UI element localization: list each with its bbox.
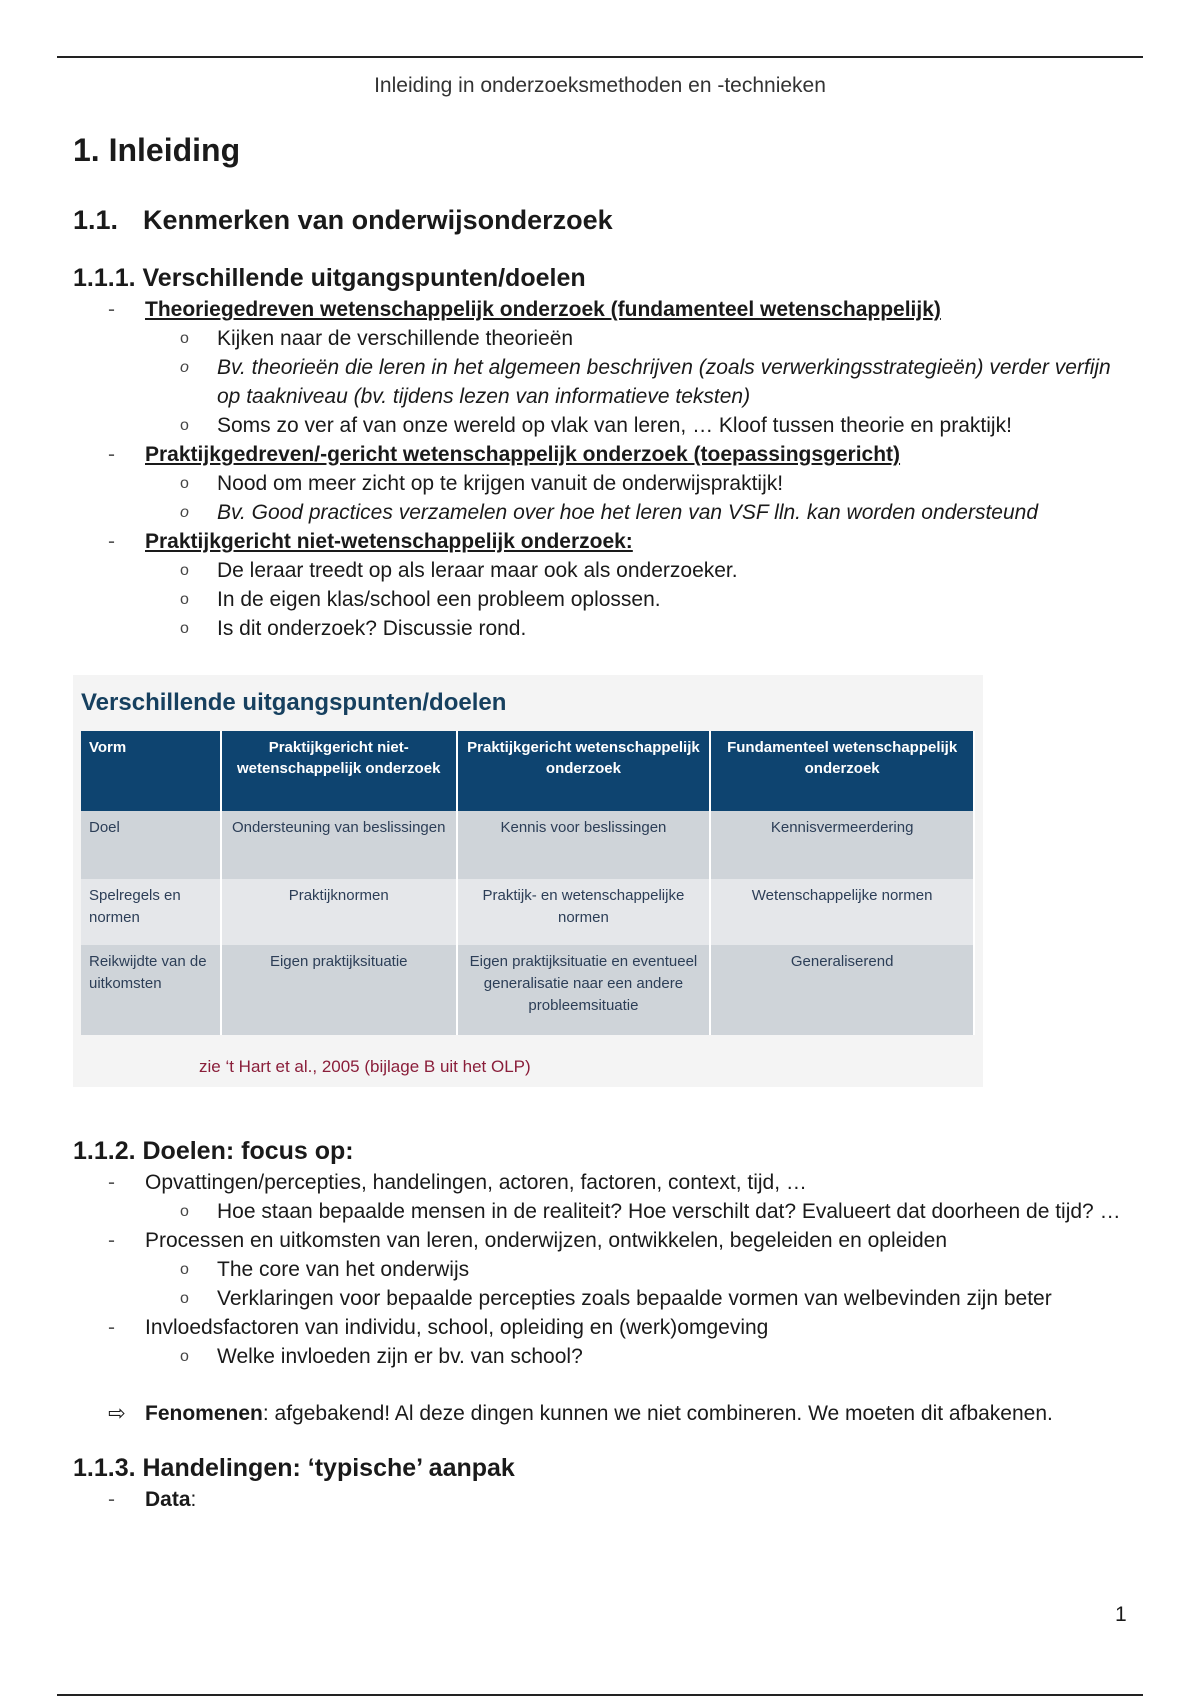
page-number: 1 xyxy=(1115,1603,1127,1626)
section-1-1-2-list xyxy=(108,1168,1133,1371)
embedded-slide xyxy=(73,675,983,1087)
table-cell: Ondersteuning van beslissingen xyxy=(221,811,457,879)
table-header-row xyxy=(81,731,974,811)
table-cell: Praktijk- en wetenschappelijke normen xyxy=(457,879,711,945)
sublist-item: o Verklaringen voor bepaalde percepties zoals bepaalde vormen van welbevinden zijn beter xyxy=(180,1284,1133,1313)
list-item-label: - Opvattingen/percepties, handelingen, actoren, factoren, context, tijd, … xyxy=(145,1171,807,1194)
arrow-right-icon: ⇨ xyxy=(108,1402,126,1425)
heading-1: 1. Inleiding xyxy=(73,132,241,168)
sublist-item: o Hoe staan bepaalde mensen in de realiteit? Hoe verschilt dat? Evalueert dat doorheen de tijd? … xyxy=(180,1197,1133,1226)
section-1-1-3-title: 1.1.3. Handelingen: ‘typische’ aanpak xyxy=(73,1454,515,1482)
table-cell: Reikwijdte van de uitkomsten xyxy=(81,945,221,1035)
sublist xyxy=(180,1255,1133,1313)
heading-2-title: Kenmerken van onderwijsonderzoek xyxy=(143,205,613,235)
table-header-cell: Vorm xyxy=(81,731,221,811)
list-item-label: - Processen en uitkomsten van leren, onderwijzen, ontwikkelen, begeleiden en opleiden xyxy=(145,1229,948,1252)
table-row xyxy=(81,879,974,945)
list-item-term: Data xyxy=(145,1488,191,1511)
table-row xyxy=(81,945,974,1035)
section-1-1-2-title: 1.1.2. Doelen: focus op: xyxy=(73,1137,354,1165)
list-item xyxy=(108,1226,1133,1313)
list-item-label: - Theoriegedreven wetenschappelijk onderzoek (fundamenteel wetenschappelijk) xyxy=(145,298,941,321)
table-cell: Kennisvermeerdering xyxy=(710,811,974,879)
table-cell: Eigen praktijksituatie xyxy=(221,945,457,1035)
header-rule xyxy=(57,56,1143,58)
sublist xyxy=(180,556,1133,643)
section-1-1-1-list xyxy=(108,295,1133,643)
list-item xyxy=(108,440,1133,527)
table-row xyxy=(81,811,974,879)
list-item xyxy=(108,1313,1133,1371)
list-item-suffix: : xyxy=(190,1488,197,1511)
list-item xyxy=(108,295,1133,440)
sublist-item: o Nood om meer zicht op te krijgen vanuit de onderwijspraktijk! xyxy=(180,469,1133,498)
table-cell: Eigen praktijksituatie en eventueel generalisatie naar een andere probleemsituatie xyxy=(457,945,711,1035)
sublist-item: o Bv. theorieën die leren in het algemeen beschrijven (zoals verwerkingsstrategieën) verder verfijn op taakniveau (bv. tijdens lezen van informatieve teksten) xyxy=(180,353,1133,411)
footer-rule xyxy=(57,1694,1143,1696)
list-item xyxy=(108,1168,1133,1226)
list-item xyxy=(108,1485,1133,1514)
sublist xyxy=(180,324,1133,440)
sublist-item: o Bv. Good practices verzamelen over hoe het leren van VSF lln. kan worden ondersteund xyxy=(180,498,1133,527)
section-1-1-1-title: 1.1.1. Verschillende uitgangspunten/doelen xyxy=(73,264,586,292)
table-header-cell: Praktijkgericht wetenschappelijk onderzoek xyxy=(457,731,711,811)
sublist xyxy=(180,1342,1133,1371)
slide-title: Verschillende uitgangspunten/doelen xyxy=(81,689,507,716)
running-header: Inleiding in onderzoeksmethoden en -technieken xyxy=(374,74,826,97)
conclusion-term: Fenomenen xyxy=(145,1402,263,1425)
table-cell: Praktijknormen xyxy=(221,879,457,945)
conclusion-text: : afgebakend! Al deze dingen kunnen we niet combineren. We moeten dit afbakenen. xyxy=(262,1402,1053,1425)
table-cell: Doel xyxy=(81,811,221,879)
table-header-cell: Fundamenteel wetenschappelijk onderzoek xyxy=(710,731,974,811)
table-cell: Wetenschappelijke normen xyxy=(710,879,974,945)
table-cell: Generaliserend xyxy=(710,945,974,1035)
sublist-item: o Soms zo ver af van onze wereld op vlak van leren, … Kloof tussen theorie en praktijk! xyxy=(180,411,1133,440)
list-item-label: - Invloedsfactoren van individu, school, opleiding en (werk)omgeving xyxy=(145,1316,769,1339)
page-content xyxy=(73,132,1133,1514)
sublist-item: o In de eigen klas/school een probleem oplossen. xyxy=(180,585,1133,614)
sublist-item: o Is dit onderzoek? Discussie rond. xyxy=(180,614,1133,643)
sublist-item: o De leraar treedt op als leraar maar ook als onderzoeker. xyxy=(180,556,1133,585)
sublist xyxy=(180,1197,1133,1226)
section-1-1-3-list xyxy=(108,1485,1133,1514)
list-item xyxy=(108,527,1133,643)
sublist-item: o Welke invloeden zijn er bv. van school? xyxy=(180,1342,1133,1371)
sublist xyxy=(180,469,1133,527)
slide-citation: zie ‘t Hart et al., 2005 (bijlage B uit het OLP) xyxy=(199,1057,531,1076)
table-cell: Kennis voor beslissingen xyxy=(457,811,711,879)
comparison-table xyxy=(81,731,975,1035)
table-header-cell: Praktijkgericht niet-wetenschappelijk onderzoek xyxy=(221,731,457,811)
sublist-item: o The core van het onderwijs xyxy=(180,1255,1133,1284)
list-item-label: - Praktijkgericht niet-wetenschappelijk onderzoek: xyxy=(145,530,633,553)
heading-2-number: 1.1. xyxy=(73,205,119,235)
table-cell: Spelregels en normen xyxy=(81,879,221,945)
list-item-label: - Praktijkgedreven/-gericht wetenschappelijk onderzoek (toepassingsgericht) xyxy=(145,443,901,466)
heading-2 xyxy=(73,205,1133,236)
sublist-item: o Kijken naar de verschillende theorieën xyxy=(180,324,1133,353)
conclusion-line xyxy=(108,1399,1133,1428)
